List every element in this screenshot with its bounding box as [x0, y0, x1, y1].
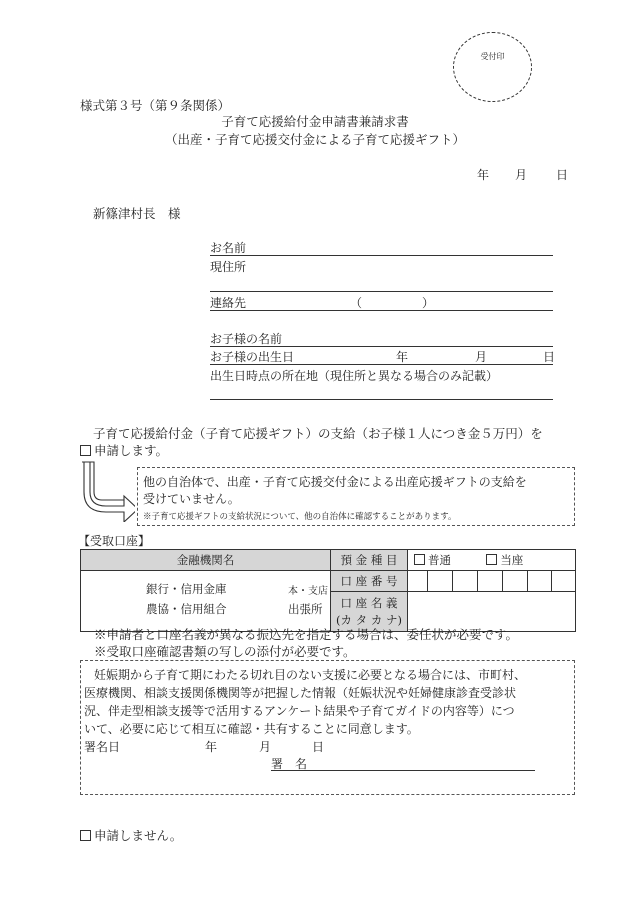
account-digit-7[interactable]: [552, 571, 576, 592]
account-heading: 【受取口座】: [78, 534, 151, 548]
birth-place-label: 出生日時点の所在地（現住所と異なる場合のみ記載）: [210, 369, 499, 383]
signature-field[interactable]: [271, 755, 535, 771]
branch-line2: 出張所: [288, 602, 323, 616]
birth-month: 月: [475, 350, 488, 364]
name-label: お名前: [210, 241, 247, 255]
regular-checkbox[interactable]: [414, 554, 425, 565]
contact-field[interactable]: [210, 294, 553, 311]
address-label: 現住所: [210, 260, 247, 274]
sign-month: 月: [259, 740, 272, 754]
signature-label: 署 名: [271, 757, 308, 771]
addressee: 新篠津村長 様: [93, 206, 181, 221]
branch-line1: 本・支店: [288, 586, 328, 597]
request-line1: 子育て応援給付金（子育て応援ギフト）の支給（お子様１人につき金５万円）を: [93, 426, 543, 441]
bank-types-line2: 農協・信用組合: [146, 602, 227, 616]
consent-line4: いて、必要に応じて相互に確認・共有することに同意します。: [84, 722, 419, 736]
form-title: 子育て応援給付金申請書兼請求書: [221, 114, 409, 129]
stamp-label: 受付印: [480, 52, 505, 61]
child-name-field[interactable]: [210, 330, 553, 347]
deposit-type-label: 預 金 種 目: [331, 550, 408, 571]
account-digit-6[interactable]: [528, 571, 552, 592]
account-digit-2[interactable]: [428, 571, 453, 592]
institution-name-field[interactable]: [81, 571, 331, 632]
date-month: 月: [515, 168, 528, 182]
consent-line1: 妊娠期から子育て期にわたる切れ目のない支援に必要となる場合には、市町村、: [94, 668, 527, 682]
request-checkbox-row[interactable]: [80, 441, 168, 459]
contact-label: 連絡先: [210, 296, 247, 310]
date-day: 日: [556, 168, 569, 182]
account-digit-5[interactable]: [503, 571, 528, 592]
decline-label: 申請しません。: [94, 828, 183, 843]
option-regular: 普通: [428, 553, 451, 567]
notice-line1: 他の自治体で、出産・子育て応援交付金による出産応援ギフトの支給を: [143, 475, 527, 489]
sign-year: 年: [205, 740, 218, 754]
child-name-label: お子様の名前: [210, 332, 283, 346]
birth-day: 日: [543, 350, 556, 364]
child-birth-label: お子様の出生日: [210, 350, 295, 364]
name-field[interactable]: [210, 239, 553, 256]
reception-stamp: [453, 32, 532, 102]
account-digit-4[interactable]: [478, 571, 503, 592]
birth-year: 年: [396, 350, 409, 364]
deposit-type-options[interactable]: [408, 550, 576, 571]
notice-small: ※子育て応援ギフトの支給状況について、他の自治体に確認することがあります。: [143, 512, 457, 522]
institution-header: 金融機関名: [81, 550, 331, 571]
note-proxy: ※申請者と口座名義が異なる振込先を指定する場合は、委任状が必要です。: [94, 627, 519, 642]
option-current: 当座: [500, 553, 524, 567]
sign-day: 日: [312, 740, 325, 754]
account-digit-1[interactable]: [408, 571, 428, 592]
bank-types-line1: 銀行・信用金庫: [146, 582, 227, 596]
address-field[interactable]: [210, 275, 553, 292]
child-birth-field[interactable]: [210, 348, 556, 365]
account-digit-3[interactable]: [453, 571, 478, 592]
decline-checkbox[interactable]: [80, 830, 91, 841]
form-number: 様式第３号（第９条関係）: [80, 98, 231, 113]
form-subtitle: （出産・子育て応援交付金による子育て応援ギフト）: [164, 132, 465, 147]
account-name-line1: 口 座 名 義: [340, 595, 398, 610]
bank-account-table: [80, 549, 576, 632]
notice-line2: 受けていません。: [143, 492, 240, 506]
consent-line3: 況、伴走型相談支援等で活用するアンケート結果や子育てガイドの内容等）につ: [84, 704, 515, 718]
account-number-label: 口 座 番 号: [331, 571, 408, 592]
date-year: 年: [477, 168, 490, 182]
sign-date-label: 署名日: [84, 740, 121, 754]
contact-paren: （ ）: [350, 296, 435, 310]
account-name-line2: (カ タ カ ナ): [336, 612, 402, 627]
apply-checkbox[interactable]: [80, 445, 91, 456]
note-attachment: ※受取口座確認書類の写しの添付が必要です。: [94, 644, 356, 659]
decline-checkbox-row[interactable]: [80, 826, 182, 844]
request-line2: 申請します。: [94, 443, 169, 458]
consent-line2: 医療機関、相談支援関係機関等が把握した情報（妊娠状況や妊婦健康診査受診状: [84, 686, 517, 700]
down-right-arrow-icon: [80, 460, 135, 522]
birth-place-field[interactable]: [210, 385, 553, 400]
current-checkbox[interactable]: [486, 554, 497, 565]
